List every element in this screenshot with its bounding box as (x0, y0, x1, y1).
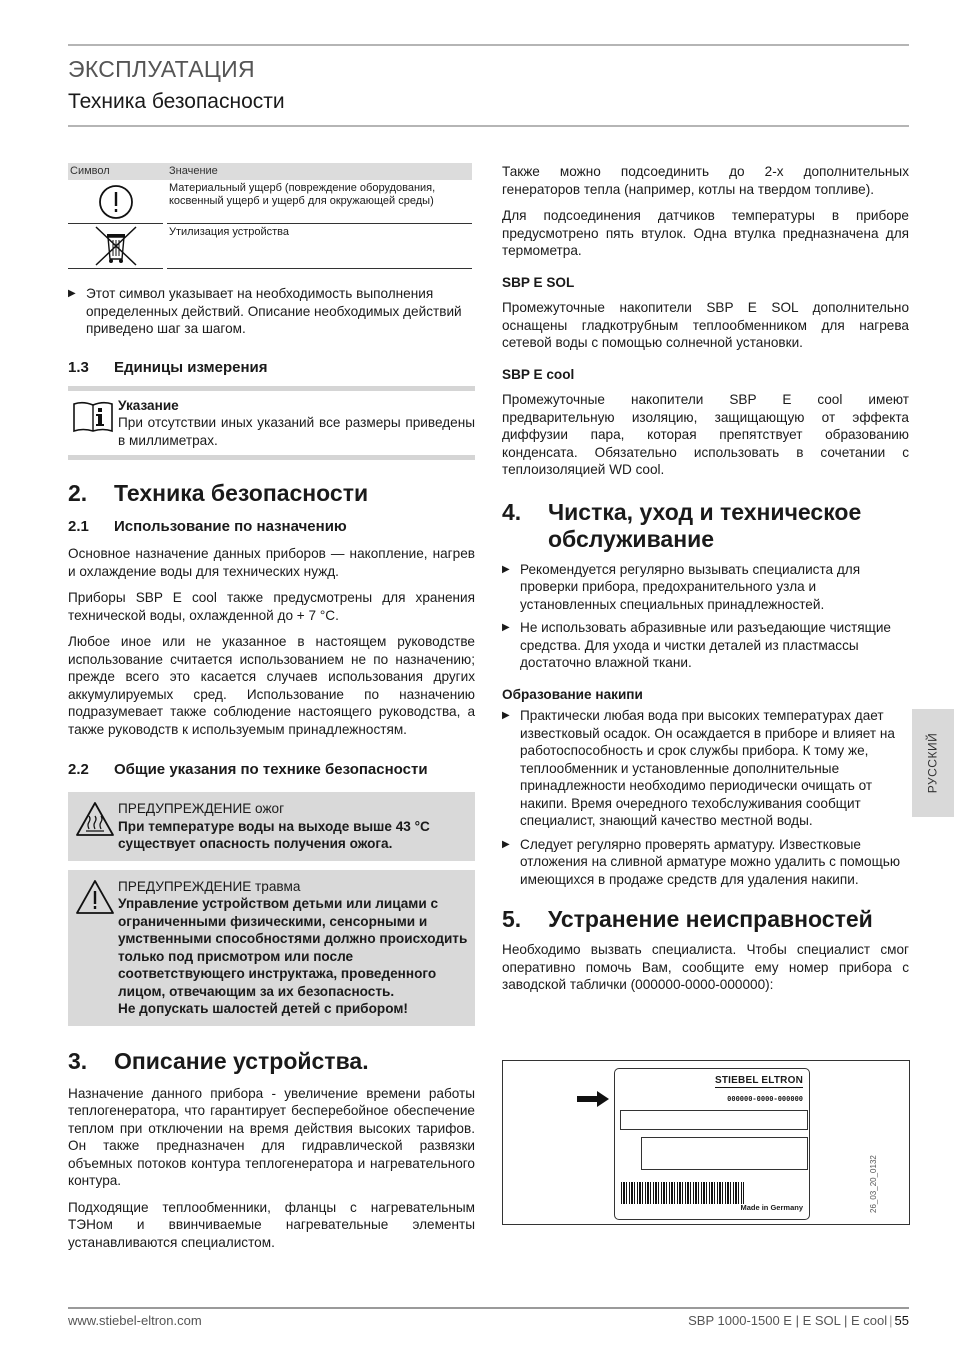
note-box (68, 386, 475, 461)
paragraph: Любое иное или не указанное в настоящем руководстве использование считается использованием не по назначению; прежде всего это касается случаев использования других аккумулируемых сред. Использование по назначению подразумевает также соблюдение настоящего руководства, а также руководств к используемым принадлежностям. (68, 634, 475, 737)
footer-model: SBP 1000-1500 E | E SOL | E cool | 55 (688, 1313, 909, 1328)
exclamation-circle-icon (68, 180, 163, 224)
nameplate-figure (502, 1060, 910, 1225)
paragraph: Также можно подсоединить до 2-х дополнительных генераторов тепла (например, котлы на твердом топливе). (502, 164, 909, 197)
section-title: ЭКСПЛУАТАЦИЯ (68, 56, 255, 82)
note-text: При отсутствии иных указаний все размеры приведены в миллиметрах. (118, 415, 475, 448)
triangle-bullet-icon: ▶ (502, 838, 510, 850)
paragraph: Подходящие теплообменники, фланцы с нагревательным ТЭНом и ввинчиваемые нагревательные элементы устанавливаются специалистом. (68, 1199, 475, 1250)
list-item: ▶ Практически любая вода при высоких температурах дает известковый осадок. Он осаждается в приборе и влияет на работоспособность и срок службы прибора. К тому же, теплообменник и установленные дополнительные принадлежности необходимо периодически очищать от накипи. Время очередного техобслуживания сообщит специалист, знающий качество местной воды. (502, 708, 895, 828)
heading-4: 4. Чистка, уход и техническое обслуживание (502, 498, 862, 552)
left-column (68, 163, 475, 1260)
symbol-col-header: Символ (70, 165, 110, 177)
warning-label: ПРЕДУПРЕЖДЕНИЕ ожог (118, 801, 285, 816)
language-tab: РУССКИЙ (912, 709, 954, 817)
barcode (621, 1182, 744, 1204)
footer-url: www.stiebel-eltron.com (68, 1313, 202, 1328)
triangle-bullet-icon: ▶ (68, 288, 76, 299)
meaning-col-header: Значение (169, 165, 218, 177)
symbol-table (68, 163, 472, 269)
list-item: ▶ Не использовать абразивные или разъедающие чистящие средства. Для ухода и чистки деталей из пластмассы достаточно влажной ткани. (502, 620, 891, 670)
subheading-sbp-e-cool: SBP E cool (502, 366, 575, 382)
heading-2-2: 2.2 Общие указания по технике безопасности (68, 761, 428, 778)
warning-text: Управление устройством детьми или лицами с ограниченными физическими, сенсорными и умственными способностями должно происходить только под присмотром или после соответствующего инструктажа, проведенного лицом, отвечающим за их безопасность. (118, 896, 468, 999)
hot-surface-warning-icon (72, 800, 118, 853)
heading-2-1: 2.1 Использование по назначению (68, 518, 347, 535)
header-bottom-rule (68, 125, 909, 127)
paragraph: Основное назначение данных приборов — накопление, нагрев и охлаждение воды для технических нужд. (68, 546, 475, 579)
crossed-bin-icon (68, 224, 163, 269)
warning-text: При температуре воды на выходе выше 43 °C существует опасность получения ожога. (118, 818, 430, 851)
list-item: ▶ Рекомендуется регулярно вызывать специалиста для проверки прибора, предохранительного узла и установленных специальных принадлежностей. (502, 561, 861, 612)
paragraph: Для подсоединения датчиков температуры в приборе предусмотрено пять втулок. Одна втулка предназначена для термометра. (502, 208, 909, 258)
info-book-icon (68, 397, 118, 450)
triangle-bullet-icon: ▶ (502, 710, 510, 721)
heading-5: 5. Устранение неисправностей (502, 906, 873, 932)
heading-2: 2. Техника безопасности (68, 480, 369, 506)
figure-code: 26_03_20_0132 (869, 1155, 878, 1213)
serial-field (620, 1110, 808, 1130)
made-in-label: Made in Germany (740, 1203, 803, 1212)
table-cell: Материальный ущерб (повреждение оборудования, косвенный ущерб и ущерб для окружающей среды) (167, 180, 472, 224)
subheading-sbp-e-sol: SBP E SOL (502, 274, 575, 290)
paragraph: Промежуточные накопители SBP E cool имеют предварительную изоляцию, защищающую от эффекта диффузии пара, которая препятствует образованию конденсата. Обязательно использовать в сочетании с теплоизоляцией WD cool. (502, 392, 909, 477)
paragraph: Приборы SBP E cool также предусмотрены для хранения технической воды, охлажденной до + 7 °C. (68, 590, 475, 623)
triangle-bullet-icon: ▶ (502, 622, 510, 633)
warning-burn (68, 792, 475, 861)
warning-label: ПРЕДУПРЕЖДЕНИЕ травма (118, 878, 301, 894)
page-subtitle: Техника безопасности (68, 90, 285, 113)
serial-number: 000000-0000-000000 (727, 1095, 803, 1103)
header-top-rule (68, 44, 909, 46)
paragraph: Необходимо вызвать специалиста. Чтобы специалист смог оперативно помочь Вам, сообщите ему номер прибора с заводской таблички (000000-0000-000000): (502, 942, 909, 992)
brand-logo: STIEBEL ELTRON (715, 1075, 803, 1086)
heading-1-3: 1.3 Единицы измерения (68, 358, 268, 376)
page-number: 55 (894, 1313, 909, 1328)
paragraph: Назначение данного прибора - увеличение времени работы теплогенератора, что гарантирует бесперебойное обеспечение теплом при отключении на время действия высоких тарифов. Он также предназначен для гидравлической развязки объемных потоков контура теплогенератора и нагревательного контура. (68, 1085, 475, 1188)
nameplate (614, 1068, 810, 1220)
heading-3: 3. Описание устройства. (68, 1047, 369, 1074)
warning-text-2: Не допускать шалостей детей с прибором! (118, 1001, 408, 1016)
triangle-bullet-icon: ▶ (502, 563, 510, 575)
subheading-scale: Образование накипи (502, 686, 643, 702)
warning-injury (68, 870, 475, 1026)
footer-rule (68, 1307, 909, 1309)
exclamation-triangle-icon (72, 878, 118, 1018)
arrow-right-icon (577, 1091, 609, 1107)
note-label: Указание (118, 397, 179, 413)
step-note: ▶ Этот символ указывает на необходимость выполнения определенных действий. Описание необходимых действий приведено шаг за шагом. (68, 286, 462, 336)
data-field (641, 1137, 808, 1170)
table-cell: Утилизация устройства (167, 224, 472, 269)
right-column (502, 163, 909, 1003)
paragraph: Промежуточные накопители SBP E SOL дополнительно оснащены гладкотрубным теплообменником для нагрева сетевой воды с помощью солнечной установки. (502, 300, 909, 350)
list-item: ▶ Следует регулярно проверять арматуру. Известковые отложения на сливной арматуре можно удалить с помощью имеющихся в продаже средств для удаления накипи. (502, 836, 901, 887)
